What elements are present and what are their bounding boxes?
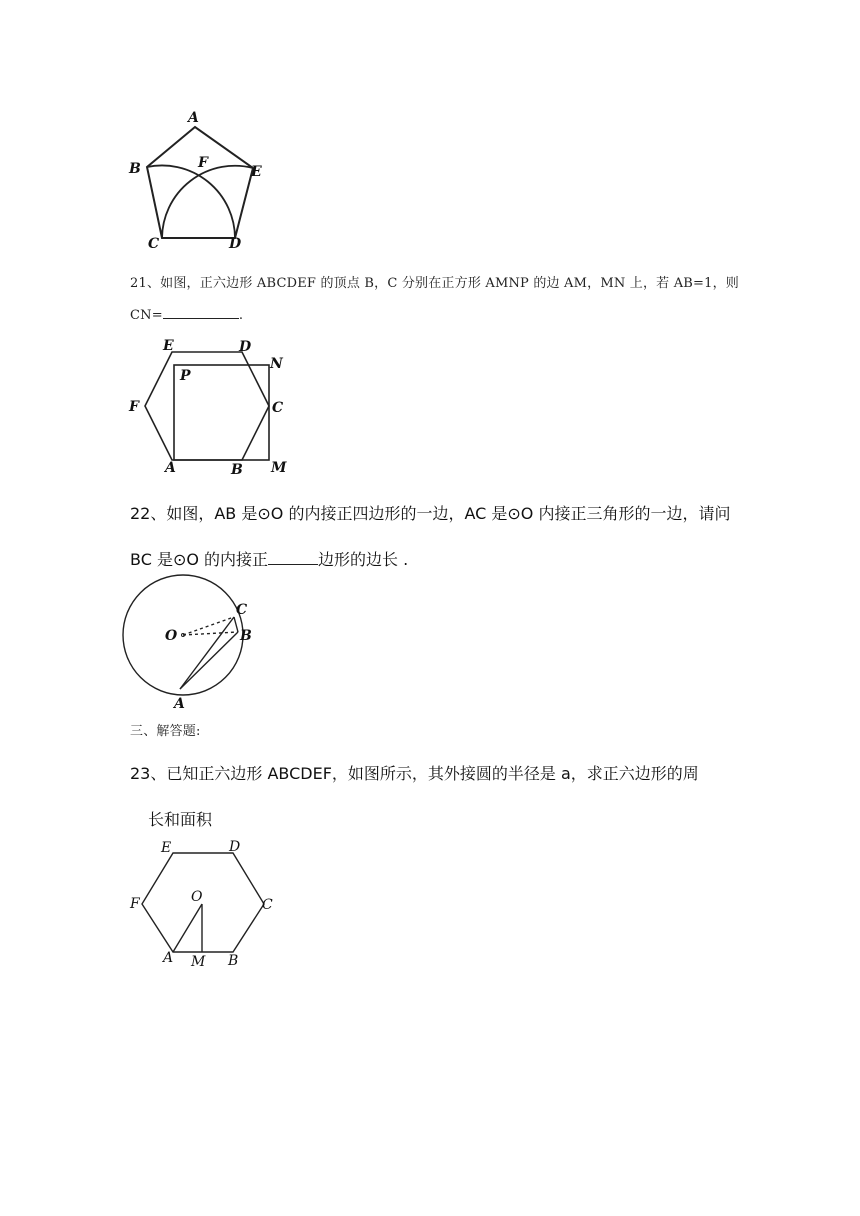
label-F: F (129, 399, 139, 415)
pentagon-outline (147, 127, 253, 238)
label-E: E (161, 840, 172, 856)
q23-line1: 23、已知正六边形 ABCDEF，如图所示，其外接圆的半径是 a，求正六边形的周 (130, 764, 699, 783)
q22-line2-prefix: BC 是⊙O 的内接正 (130, 550, 269, 569)
label-O: O (191, 889, 203, 905)
label-M: M (271, 460, 287, 476)
hexagon-outline (142, 853, 264, 952)
q23-line2: 长和面积 (148, 810, 213, 829)
label-F: F (130, 896, 140, 912)
q21-line1: 21、如图，正六边形 ABCDEF 的顶点 B，C 分别在正方形 AMNP 的边 AM，MN 上，若 AB=1，则 (130, 276, 740, 291)
hexagon-outline (145, 352, 269, 460)
chord-AB (180, 632, 238, 689)
segment-OA (173, 904, 202, 952)
q22-line2 (130, 547, 408, 570)
arc-from-c (162, 166, 253, 238)
label-B: B (228, 953, 239, 969)
label-A: A (188, 110, 199, 126)
q21-line2-prefix: CN= (130, 308, 163, 323)
label-M: M (191, 954, 206, 970)
label-D: D (229, 236, 242, 252)
label-D: D (239, 339, 252, 355)
hexagon-center-figure (125, 835, 285, 975)
hexagon-square-figure (125, 335, 295, 480)
label-C: C (236, 602, 248, 618)
label-A: A (163, 950, 174, 966)
label-O: O (165, 628, 178, 644)
label-A: A (165, 460, 176, 476)
q22-line2-suffix: 边形的边长 . (318, 550, 409, 569)
label-E: E (251, 164, 262, 180)
label-B: B (231, 462, 243, 478)
circle-figure (120, 578, 270, 713)
label-B: B (240, 628, 252, 644)
q21-answer-blank[interactable] (163, 305, 239, 319)
q22-line1: 22、如图，AB 是⊙O 的内接正四边形的一边，AC 是⊙O 内接正三角形的一边，请问 (130, 504, 731, 523)
label-E: E (163, 338, 174, 354)
label-N: N (270, 356, 283, 372)
label-A: A (174, 696, 185, 712)
q21-line2 (130, 305, 243, 323)
chord-BC (234, 617, 238, 632)
label-P: P (180, 368, 191, 384)
chord-AC (180, 617, 234, 689)
label-F: F (198, 155, 208, 171)
label-C: C (272, 400, 284, 416)
label-D: D (229, 839, 241, 855)
label-B: B (129, 161, 141, 177)
label-C: C (262, 897, 273, 913)
q22-answer-blank[interactable] (268, 548, 318, 565)
section-heading: 三、解答题: (130, 724, 201, 739)
pentagon-figure (120, 105, 280, 255)
label-C: C (148, 236, 160, 252)
q21-line2-suffix: . (238, 308, 244, 323)
